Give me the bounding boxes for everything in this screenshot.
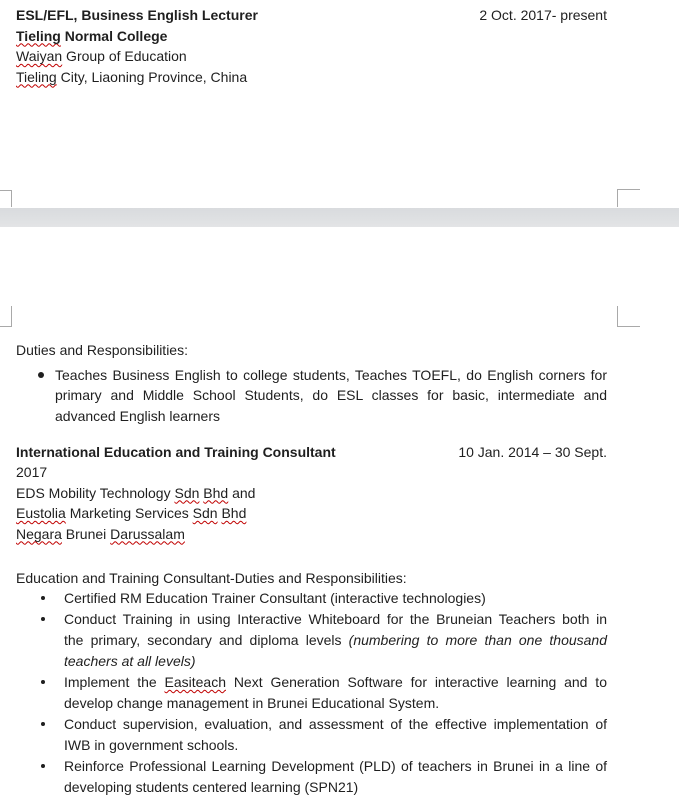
job1-organization: [16, 46, 607, 67]
page-gap-band: [0, 208, 679, 227]
text-segment: Teaches Business English to college students, Teaches TOEFL, do English corners for: [55, 366, 607, 383]
text-segment: teachers at all levels): [64, 653, 196, 669]
text-line: [64, 777, 607, 798]
text-segment: IWB in government schools.: [64, 737, 239, 753]
text-segment: primary and Middle School Students, do ESL classes for basic, intermediate and: [55, 387, 607, 403]
duties-heading: Duties and Responsibilities:: [16, 342, 188, 358]
misspelled-word: Tieling: [16, 68, 57, 85]
list-item: [16, 365, 607, 427]
misspelled-word: Bhd: [203, 484, 229, 501]
text-line: [64, 630, 607, 651]
text-segment: Marketing Services: [65, 505, 193, 521]
text-segment: Next Generation Software for interactive learning and to: [225, 674, 607, 690]
consultant-duties-list: [16, 588, 607, 798]
misspelled-word: Sdn: [174, 484, 200, 501]
text-segment: EDS Mobility Technology: [16, 484, 175, 501]
job1-employer: [16, 26, 607, 47]
list-item: [16, 714, 607, 756]
misspelled-word: Negara: [16, 525, 62, 542]
text-line: [55, 406, 607, 427]
text-segment: developing students centered learning (SPN21): [64, 779, 359, 795]
text-boundary-mark-top-left-h: [0, 326, 12, 327]
job2-dates: 10 Jan. 2014 – 30 Sept.: [458, 443, 607, 460]
text-segment: Conduct supervision, evaluation, and assessment of the effective implementation of: [64, 716, 607, 732]
text-line: [55, 365, 607, 386]
job1-dates: 2 Oct. 2017- present: [479, 7, 607, 23]
misspelled-word: Tieling: [16, 27, 61, 44]
text-segment: Reinforce Professional Learning Development (PLD) of teachers in Brunei in a line of: [64, 758, 607, 774]
text-boundary-mark-top-right-h: [617, 326, 640, 327]
text-line: [64, 735, 607, 756]
list-item-text: [64, 714, 607, 756]
text-line: [64, 588, 607, 609]
page2-text-area[interactable]: [16, 340, 607, 798]
text-segment: Implement the: [64, 674, 165, 690]
list-item: [16, 609, 607, 672]
bullet-icon: [41, 722, 45, 726]
text-segment: 2017: [16, 464, 48, 480]
job1-heading-row: [16, 5, 607, 26]
text-line: [16, 462, 607, 483]
list-item: [16, 672, 607, 714]
job1-location: [16, 67, 607, 88]
list-item: [16, 588, 607, 609]
text-line: [16, 524, 607, 545]
text-boundary-mark-top-right-v: [617, 306, 618, 327]
text-segment: develop change management in Brunei Educational System.: [64, 695, 440, 711]
text-segment: and: [228, 484, 256, 501]
text-line: [16, 483, 607, 504]
text-boundary-mark-bottom-left-v: [11, 190, 12, 207]
misspelled-word: Darussalam: [110, 525, 185, 542]
text-segment: Normal College: [60, 27, 168, 44]
text-line: [64, 714, 607, 735]
misspelled-word: Waiyan: [16, 48, 63, 64]
job2-heading-row: [16, 442, 607, 463]
bullet-icon: [41, 764, 45, 768]
text-segment: City, Liaoning Province, China: [56, 68, 248, 85]
list-item-text: [64, 756, 607, 798]
bullet-icon: [41, 680, 45, 684]
misspelled-word: Easiteach: [164, 674, 226, 690]
job2-title: International Education and Training Consultant: [16, 443, 336, 460]
text-line: [55, 385, 607, 406]
text-segment: Brunei: [61, 525, 111, 542]
list-item-text: [64, 609, 607, 672]
text-segment: Conduct Training in using Interactive Whiteboard for the Bruneian Teachers both in: [64, 611, 607, 627]
text-line: [64, 672, 607, 693]
job2-details: [16, 462, 607, 544]
bullet-icon: [41, 617, 45, 621]
text-boundary-mark-top-left-v: [11, 306, 12, 327]
misspelled-word: Bhd: [221, 505, 247, 521]
bullet-icon: [41, 596, 45, 600]
text-line: [64, 756, 607, 777]
text-segment: (numbering to more than one thousand: [348, 632, 608, 648]
text-line: [64, 651, 607, 672]
misspelled-word: Eustolia: [16, 505, 66, 521]
text-boundary-mark-bottom-right-h: [617, 189, 640, 190]
text-line: [16, 503, 607, 524]
text-segment: Group of Education: [62, 48, 187, 64]
text-line: [64, 609, 607, 630]
job1-duties-list: [16, 365, 607, 427]
job1-title: ESL/EFL, Business English Lecturer: [16, 7, 258, 23]
page1-text-area[interactable]: [16, 5, 607, 87]
list-item-text: [64, 588, 607, 609]
list-item-text: [55, 365, 607, 427]
text-segment: Certified RM Education Trainer Consultant (interactive technologies): [64, 590, 486, 606]
list-item-text: [64, 672, 607, 714]
text-segment: advanced English learners: [55, 407, 220, 424]
bullet-icon: [38, 372, 44, 378]
consultant-duties-heading: Education and Training Consultant-Duties and Responsibilities:: [16, 569, 407, 586]
text-segment: the primary, secondary and diploma levels: [64, 632, 349, 648]
list-item: [16, 756, 607, 798]
text-boundary-mark-bottom-right-v: [617, 189, 618, 207]
misspelled-word: Sdn: [192, 505, 218, 521]
text-line: [64, 693, 607, 714]
